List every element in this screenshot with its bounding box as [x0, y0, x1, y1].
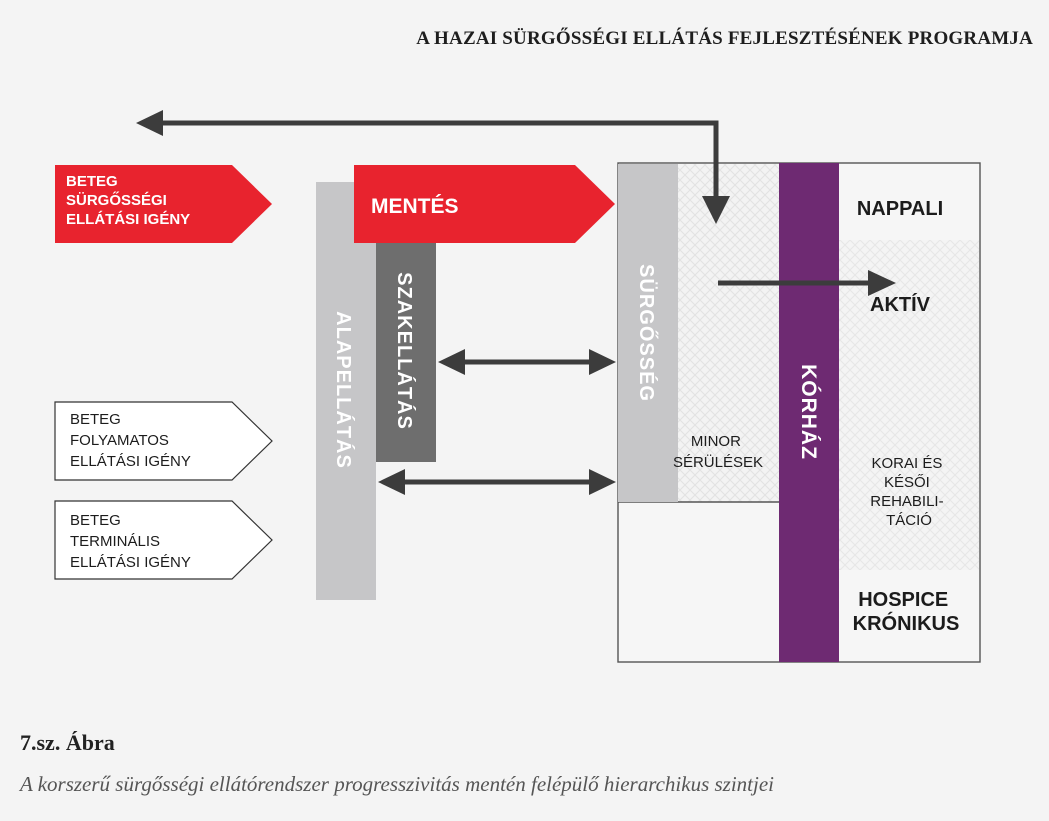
- terminal-need-line-3: ELLÁTÁSI IGÉNY: [70, 554, 191, 571]
- continuous-need-line-3: ELLÁTÁSI IGÉNY: [70, 453, 191, 470]
- terminal-need-line-2: TERMINÁLIS: [70, 533, 161, 550]
- surgosseg-label: SÜRGŐSSÉG: [635, 264, 657, 402]
- rehab-line-3: REHABILI-: [870, 493, 944, 510]
- emergency-need-line-2: SÜRGŐSSÉGI: [66, 192, 167, 209]
- rehab-line-4: TÁCIÓ: [886, 512, 932, 529]
- minor-line-1: MINOR: [690, 433, 741, 450]
- rehab-line-2: KÉSŐI: [883, 474, 930, 491]
- continuous-need-line-1: BETEG: [70, 411, 121, 428]
- figure-number: 7.sz. Ábra: [20, 730, 115, 755]
- szakellatas-surgosseg-arrow: [438, 349, 616, 375]
- nappali-label: NAPPALI: [856, 198, 944, 220]
- header-title: A HAZAI SÜRGŐSSÉGI ELLÁTÁS FEJLESZTÉSÉNEK PROGRAMJA: [416, 28, 1033, 49]
- alapellatas-surgosseg-arrow: [378, 469, 616, 495]
- rehab-line-1: KORAI ÉS: [871, 455, 943, 472]
- terminal-need-line-1: BETEG: [70, 512, 121, 529]
- emergency-need-line-1: BETEG: [66, 173, 118, 190]
- minor-injuries-zone: [678, 164, 780, 502]
- korhaz-label: KÓRHÁZ: [797, 364, 820, 460]
- emergency-need-line-3: ELLÁTÁSI IGÉNY: [66, 211, 191, 228]
- continuous-need-line-2: FOLYAMATOS: [70, 432, 169, 449]
- szakellatas-label: SZAKELLÁTÁS: [393, 272, 415, 430]
- hospice-line-2: KRÓNIKUS: [852, 613, 960, 635]
- aktiv-label: AKTÍV: [870, 294, 930, 316]
- minor-line-2: SÉRÜLÉSEK: [672, 454, 764, 471]
- hospice-line-1: HOSPICE: [858, 589, 949, 611]
- mentes-label: MENTÉS: [371, 195, 459, 218]
- figure-caption: A korszerű sürgősségi ellátórendszer progresszivitás mentén felépülő hierarchikus szintjei: [20, 772, 775, 796]
- alapellatas-label: ALAPELLÁTÁS: [332, 311, 354, 469]
